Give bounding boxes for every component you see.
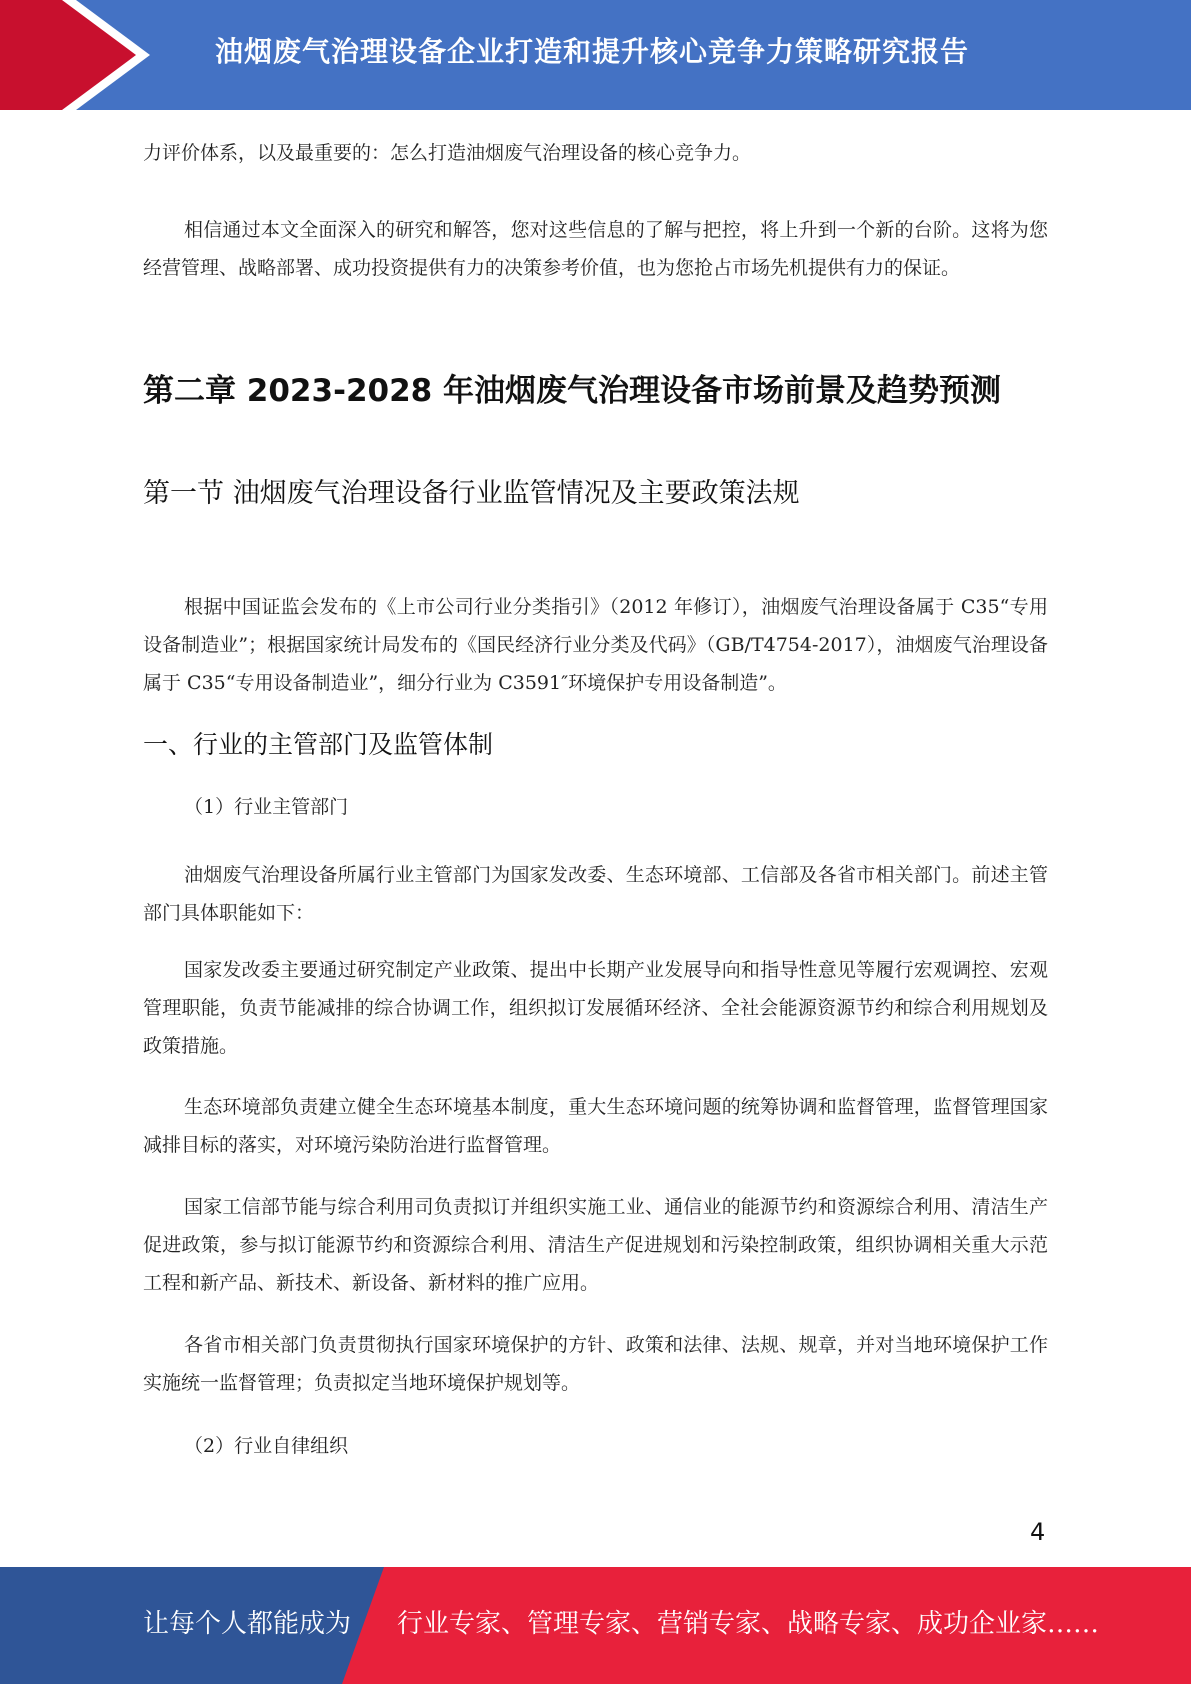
paragraph-mee: 生态环境部负责建立健全生态环境基本制度，重大生态环境问题的统筹协调和监督管理，监督管理国家减排目标的落实，对环境污染防治进行监督管理。 bbox=[143, 1096, 1048, 1156]
paragraph-classification: 根据中国证监会发布的《上市公司行业分类指引》（2012 年修订），油烟废气治理设备属于 C35“专用设备制造业”；根据国家统计局发布的《国民经济行业分类及代码》（GB/T4754-2017），油烟废气治理设备属于 C35“专用设备制造业”，细分行业为 C3591″环境保护专用设备制造”。 bbox=[143, 596, 1048, 694]
heading-regulatory-bodies: 一、行业的主管部门及监管体制 bbox=[143, 730, 494, 759]
paragraph-evaluation-system: 力评价体系，以及最重要的：怎么打造油烟废气治理设备的核心竞争力。 bbox=[143, 142, 752, 164]
paragraph-miit: 国家工信部节能与综合利用司负责拟订并组织实施工业、通信业的能源节约和资源综合利用、清洁生产促进政策，参与拟订能源节约和资源综合利用、清洁生产促进规划和污染控制政策，组织协调相关重大示范工程和新产品、新技术、新设备、新材料的推广应用。 bbox=[143, 1196, 1048, 1294]
footer-slogan-right: 行业专家、管理专家、营销专家、战略专家、成功企业家…… bbox=[397, 1609, 1100, 1639]
paragraph-provincial: 各省市相关部门负责贯彻执行国家环境保护的方针、政策和法律、法规、规章，并对当地环境保护工作实施统一监督管理；负责拟定当地环境保护规划等。 bbox=[143, 1334, 1048, 1394]
footer-slogan-left: 让每个人都能成为 bbox=[143, 1609, 352, 1639]
report-header bbox=[0, 0, 1191, 110]
page-number: 4 bbox=[1030, 1518, 1046, 1546]
report-title: 油烟废气治理设备企业打造和提升核心竞争力策略研究报告 bbox=[215, 35, 970, 68]
chapter-title: 第二章 2023-2028 年油烟废气治理设备市场前景及趋势预测 bbox=[143, 373, 1002, 409]
subheading-self-regulatory: （2）行业自律组织 bbox=[184, 1435, 349, 1457]
paragraph-departments-intro: 油烟废气治理设备所属行业主管部门为国家发改委、生态环境部、工信部及各省市相关部门。前述主管部门具体职能如下： bbox=[143, 864, 1048, 924]
paragraph-ndrc: 国家发改委主要通过研究制定产业政策、提出中长期产业发展导向和指导性意见等履行宏观调控、宏观管理职能，负责节能减排的综合协调工作，组织拟订发展循环经济、全社会能源资源节约和综合利用规划及政策措施。 bbox=[143, 959, 1048, 1057]
subheading-authorities: （1）行业主管部门 bbox=[184, 796, 349, 818]
section-title: 第一节 油烟废气治理设备行业监管情况及主要政策法规 bbox=[143, 478, 800, 509]
paragraph-trust: 相信通过本文全面深入的研究和解答，您对这些信息的了解与把控，将上升到一个新的台阶。这将为您经营管理、战略部署、成功投资提供有力的决策参考价值，也为您抢占市场先机提供有力的保证。 bbox=[143, 219, 1048, 279]
report-footer bbox=[0, 1567, 1191, 1684]
